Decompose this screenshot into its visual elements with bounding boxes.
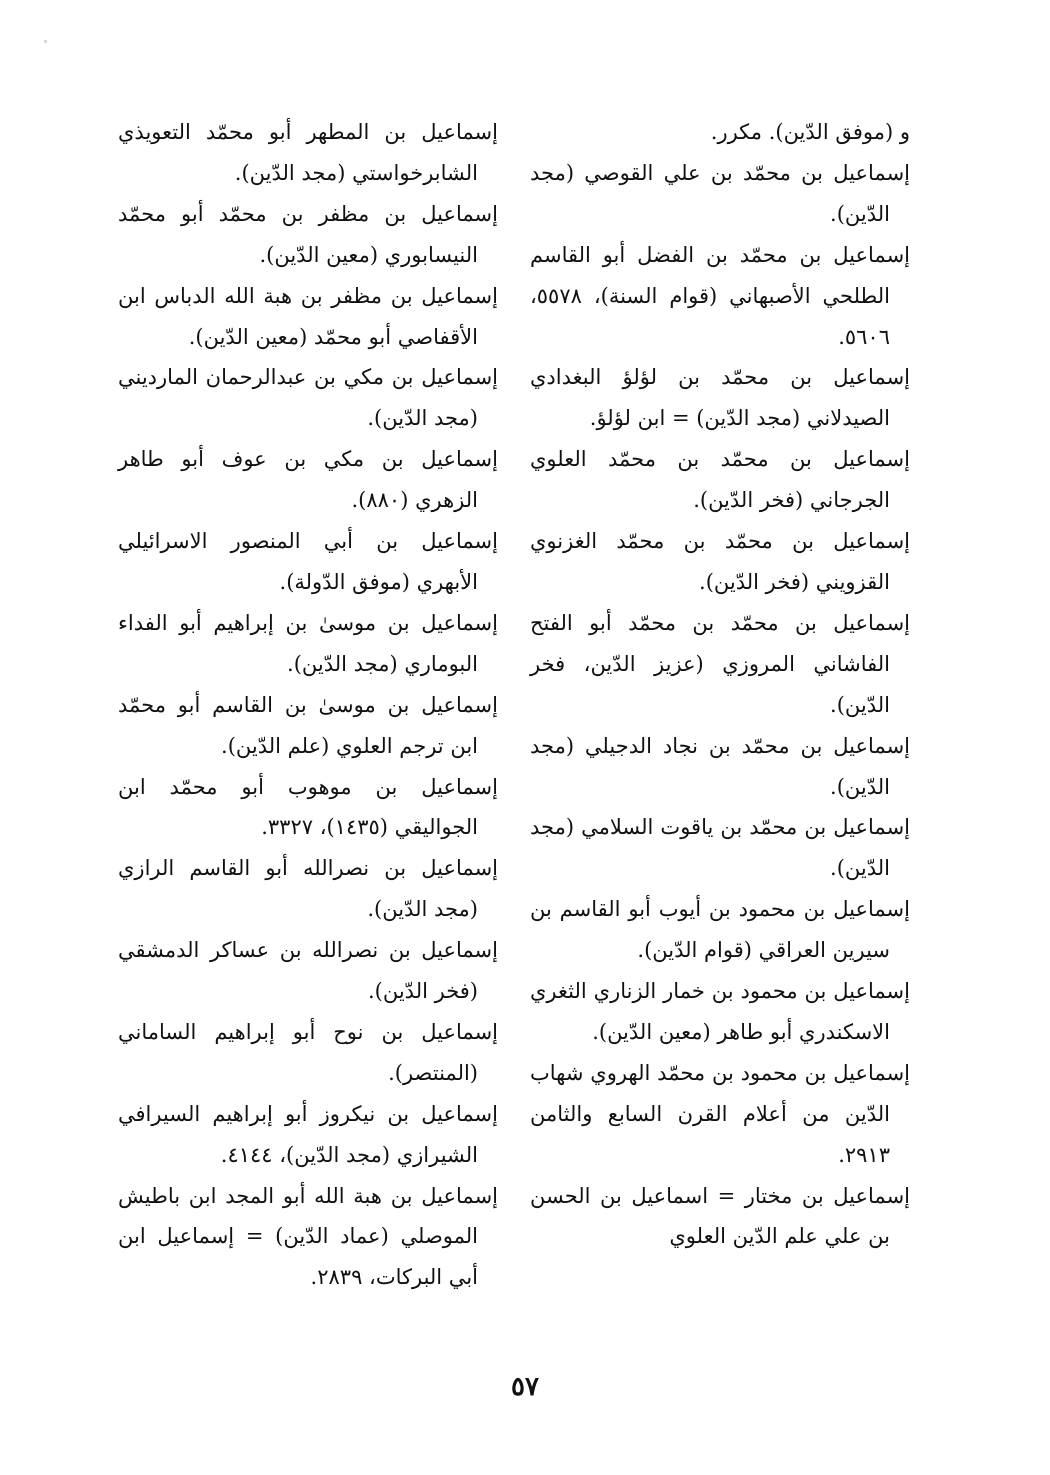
index-entry: إسماعيل بن مكي بن عوف أبو طاهر الزهري (٨٨٠). (118, 447, 498, 513)
index-entry: إسماعيل بن موسىٰ بن إبراهيم أبو الفداء البوماري (مجد الدّين). (118, 610, 498, 676)
scan-speck (44, 40, 47, 43)
index-entry: إسماعيل بن مكي بن عبدالرحمان المارديني (مجد الدّين). (118, 365, 498, 431)
index-entry: إسماعيل بن محمّد بن لؤلؤ البغدادي الصيدلاني (مجد الدّين) = ابن لؤلؤ. (530, 365, 910, 431)
index-entry: إسماعيل بن نصرالله بن عساكر الدمشقي (فخر الدّين). (118, 938, 498, 1004)
index-entry: إسماعيل بن مظفر بن هبة الله الدباس ابن الأقفاصي أبو محمّد (معين الدّين). (118, 283, 498, 349)
index-entry: و (موفق الدّين). مكرر. (710, 120, 910, 144)
index-entry: إسماعيل بن موسىٰ بن القاسم أبو محمّد ابن ترجم العلوي (علم الدّين). (118, 692, 498, 758)
index-entry: إسماعيل بن محمود بن أيوب أبو القاسم بن سيرين العراقي (قوام الدّين). (530, 897, 910, 963)
left-column (118, 112, 498, 1298)
index-entry: إسماعيل بن أبي المنصور الاسرائيلي الأبهري (موفق الدّولة). (118, 529, 498, 594)
index-entry: إسماعيل بن محمود بن محمّد الهروي شهاب الدّين من أعلام القرن السابع والثامن ٢٩١٣. (530, 1060, 910, 1167)
index-entry: إسماعيل بن محمّد بن الفضل أبو القاسم الطلحي الأصبهاني (قوام السنة)، ٥٥٧٨، ٥٦٠٦. (530, 242, 910, 349)
index-entry: إسماعيل بن هبة الله أبو المجد ابن باطيش الموصلي (عماد الدّين) = إسماعيل ابن أبي البركات، ٢٨٣٩. (118, 1183, 498, 1290)
index-entry: إسماعيل بن نصرالله أبو القاسم الرازي (مجد الدّين). (118, 856, 498, 922)
index-entry: إسماعيل بن محمّد بن محمّد الغزنوي القزويني (فخر الدّين). (530, 529, 910, 594)
index-entry: إسماعيل بن محمّد بن محمّد العلوي الجرجاني (فخر الدّين). (530, 447, 910, 513)
index-entry: إسماعيل بن محمّد بن ياقوت السلامي (مجد الدّين). (530, 815, 910, 881)
index-entry: إسماعيل بن محمود بن خمار الزناري الثغري الاسكندري أبو طاهر (معين الدّين). (530, 979, 910, 1044)
index-entry: إسماعيل بن مظفر بن محمّد أبو محمّد النيسابوري (معين الدّين). (118, 201, 498, 267)
right-column (530, 112, 910, 1257)
index-entry: إسماعيل بن موهوب أبو محمّد ابن الجواليقي (١٤٣٥)، ٣٣٢٧. (118, 774, 498, 840)
index-entry: إسماعيل بن نيكروز أبو إبراهيم السيرافي الشيرازي (مجد الدّين)، ٤١٤٤. (118, 1101, 498, 1167)
index-entry: إسماعيل بن محمّد بن محمّد أبو الفتح الفاشاني المروزي (عزيز الدّين، فخر الدّين). (530, 610, 910, 717)
index-entry: إسماعيل بن المطهر أبو محمّد التعويذي الشابرخواستي (مجد الدّين). (118, 120, 498, 185)
page-number: ٥٧ (511, 1372, 539, 1402)
index-entry: إسماعيل بن نوح أبو إبراهيم الساماني (المنتصر). (118, 1019, 498, 1085)
index-entry: إسماعيل بن مختار = اسماعيل بن الحسن بن علي علم الدّين العلوي (530, 1183, 910, 1249)
index-entry: إسماعيل بن محمّد بن علي القوصي (مجد الدّين). (530, 160, 910, 226)
index-entry: إسماعيل بن محمّد بن نجاد الدجيلي (مجد الدّين). (530, 733, 910, 799)
